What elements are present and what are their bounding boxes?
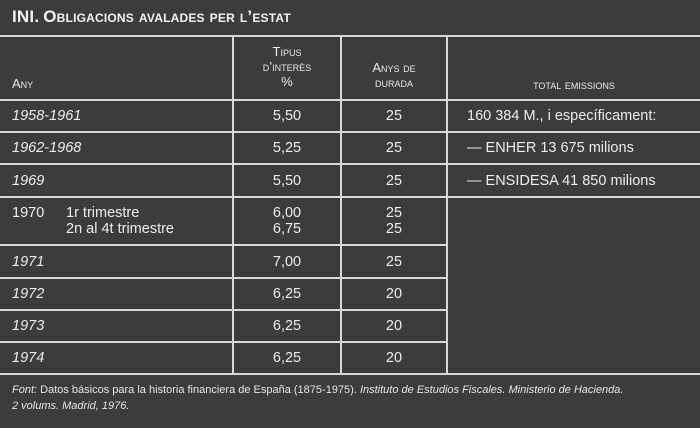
title-bar [0, 0, 700, 35]
row-1-any: 1958-1961 [12, 108, 82, 124]
table-title [12, 7, 291, 27]
row-1-tipus: 5,50 [272, 108, 302, 124]
row-4-tipus2: 6,75 [272, 221, 302, 237]
title-text: Obligacions avalades per l’estat [43, 7, 291, 26]
rule-header [0, 99, 700, 101]
row-6-durada: 20 [385, 286, 403, 302]
rule-top [0, 35, 700, 37]
total-emissions-enher: — ENHER 13 675 milions [467, 140, 634, 156]
row-7-tipus: 6,25 [272, 318, 302, 334]
row-5-durada: 25 [385, 254, 403, 270]
header-tipus-line3: % [281, 74, 293, 89]
footnote-publisher: Instituto de Estudios Fiscales. Ministerio de Hacienda. [359, 384, 624, 396]
rule-row-3 [0, 196, 700, 198]
header-durada-line2: durada [374, 75, 413, 90]
title-label: INI. [12, 7, 40, 26]
footnote-label: Font: [12, 384, 38, 396]
total-emissions-ensidesa: — ENSIDESA 41 850 milions [467, 173, 656, 189]
row-4-tipus1: 6,00 [272, 205, 302, 221]
row-3-any: 1969 [12, 173, 45, 189]
header-total [448, 77, 700, 94]
footnote-source: Datos básicos para la historia financiera de España (1875-1975). [40, 384, 357, 396]
rule-row-7 [0, 341, 447, 343]
row-3-durada: 25 [385, 173, 403, 189]
row-2-tipus: 5,25 [272, 140, 302, 156]
row-2-any: 1962-1968 [12, 140, 82, 156]
header-tipus-line2: d’interès [262, 59, 312, 74]
footnote-details: 2 volums. Madrid, 1976. [12, 400, 130, 412]
header-durada [342, 60, 446, 90]
row-5-tipus: 7,00 [272, 254, 302, 270]
header-durada-line1: Anys de [372, 60, 416, 75]
header-total-text: total emissions [533, 77, 615, 92]
row-4-sub1: 1r trimestre [66, 205, 140, 221]
row-1-durada: 25 [385, 108, 403, 124]
rule-bottom [0, 373, 700, 375]
row-4-durada1: 25 [385, 205, 403, 221]
header-tipus [234, 44, 340, 89]
row-5-any: 1971 [12, 254, 45, 270]
row-6-tipus: 6,25 [272, 286, 302, 302]
rule-row-1 [0, 131, 700, 133]
header-any-text: Any [12, 76, 34, 91]
row-4-durada2: 25 [385, 221, 403, 237]
source-footnote [12, 382, 692, 414]
rule-row-2 [0, 163, 700, 165]
row-4-sub2: 2n al 4t trimestre [66, 221, 174, 237]
row-7-any: 1973 [12, 318, 45, 334]
header-tipus-line1: Tipus [272, 44, 302, 59]
rule-row-4 [0, 244, 447, 246]
row-8-tipus: 6,25 [272, 350, 302, 366]
total-emissions-summary: 160 384 M., i específicament: [467, 108, 657, 124]
row-8-durada: 20 [385, 350, 403, 366]
row-2-durada: 25 [385, 140, 403, 156]
rule-row-5 [0, 277, 447, 279]
rule-row-6 [0, 309, 447, 311]
row-7-durada: 20 [385, 318, 403, 334]
row-8-any: 1974 [12, 350, 45, 366]
row-3-tipus: 5,50 [272, 173, 302, 189]
row-4-any: 1970 [12, 205, 45, 221]
header-any [12, 76, 33, 93]
row-6-any: 1972 [12, 286, 45, 302]
